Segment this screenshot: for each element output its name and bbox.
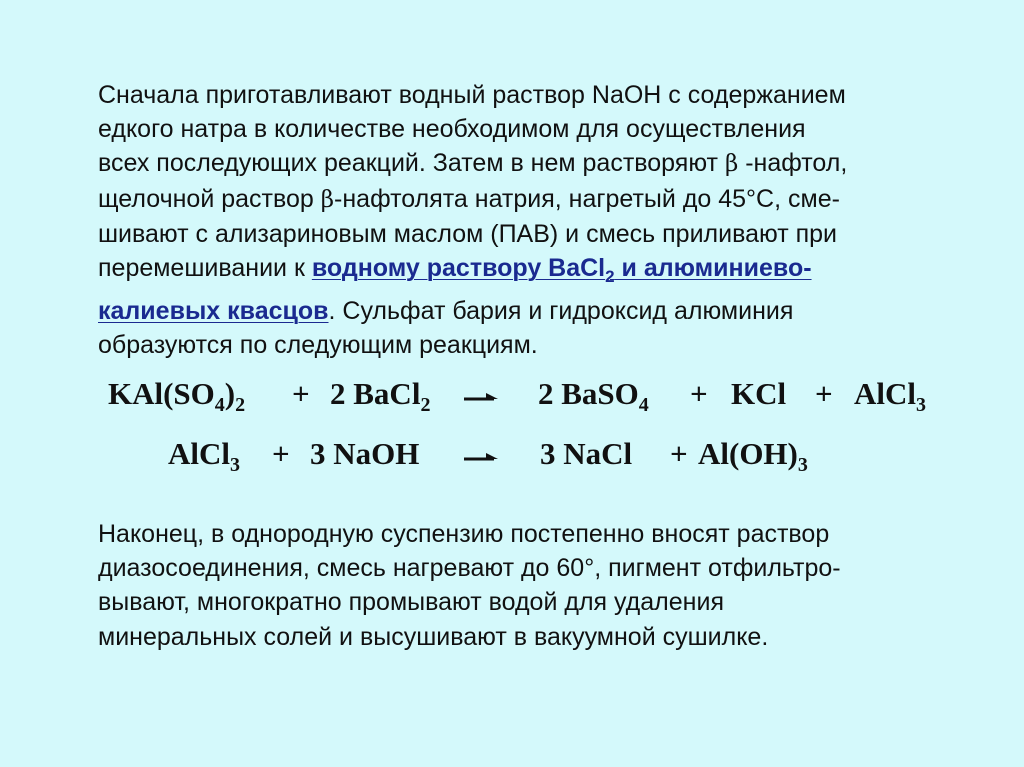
product: KCl (731, 376, 787, 411)
product: 3 NaCl (540, 436, 633, 471)
reaction-equation-1 (108, 376, 948, 420)
plus-sign: + (690, 376, 708, 411)
intro-paragraph (98, 78, 958, 363)
product: AlCl$_3$ (854, 376, 926, 416)
text-line: едкого натра в количестве необходимом для осуществления (98, 115, 806, 144)
reactant: 2 BaCl$_2$ (330, 376, 431, 416)
conclusion-paragraph (98, 517, 958, 654)
beta-symbol: β (724, 151, 739, 178)
text-line: шивают с ализариновым маслом (ПАВ) и смесь приливают при (98, 219, 838, 248)
beta-symbol: β (320, 186, 335, 213)
text-line: вывают, многократно промывают водой для удаления (98, 588, 724, 617)
reactant: 3 NaOH (310, 436, 420, 471)
reaction-arrow-icon (464, 392, 498, 406)
reaction-arrow-icon (464, 452, 498, 466)
text-line: диазосоединения, смесь нагревают до 60°, пигмент отфильтро- (98, 554, 841, 583)
reactant: AlCl$_3$ (168, 436, 240, 476)
text-line: щелочной раствор β-нафтолята натрия, нагретый до 45°С, сме- (98, 184, 840, 213)
reaction-equation-2 (168, 436, 868, 480)
reactant: $KAl(SO_4)_2$ (108, 376, 246, 416)
text-line: калиевых квасцов. Сульфат бария и гидроксид алюминия (98, 297, 794, 326)
product: $Al(OH)_3$ (698, 436, 808, 476)
plus-sign: + (272, 436, 290, 471)
text-line: Наконец, в однородную суспензию постепенно вносят раствор (98, 520, 830, 548)
highlighted-phrase: калиевых квасцов (98, 297, 329, 326)
product: 2 BaSO$_4$ (538, 376, 649, 416)
text-line: всех последующих реакций. Затем в нем растворяют β -нафтол, (98, 149, 848, 178)
text-line: перемешивании к водному раствору BaCl$_2$ и алюминиево- (98, 254, 812, 287)
highlighted-phrase: водному раствору BaCl$_2$ и алюминиево- (311, 254, 812, 287)
text-line: минеральных солей и высушивают в вакуумной сушилке. (98, 622, 769, 651)
text-line: Сначала приготавливают водный раствор NaOH с содержанием (98, 81, 846, 109)
plus-sign: + (292, 376, 310, 411)
plus-sign: + (815, 376, 833, 411)
text-line: образуются по следующим реакциям. (98, 331, 538, 360)
plus-sign: + (670, 436, 688, 471)
